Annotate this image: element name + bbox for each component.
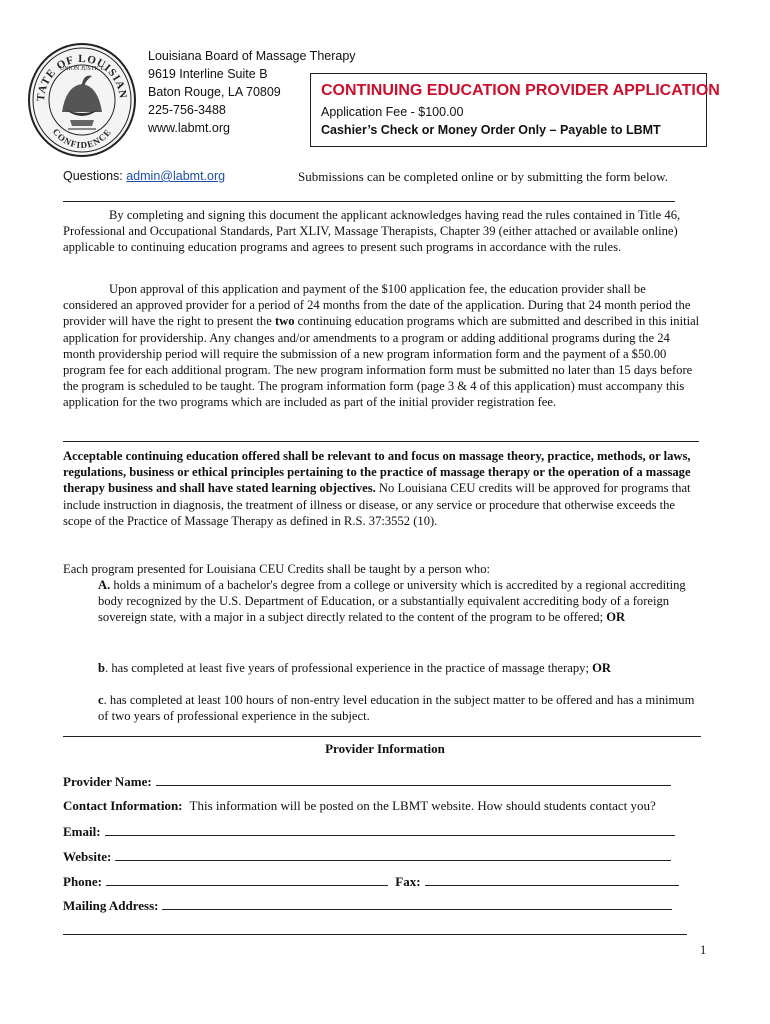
contact-info-label: Contact Information: (63, 798, 183, 813)
payment-instructions: Cashier’s Check or Money Order Only – Payable to LBMT (321, 123, 661, 137)
title-box (310, 73, 720, 147)
document-title: CONTINUING EDUCATION PROVIDER APPLICATION (321, 82, 720, 99)
page-number: 1 (700, 943, 707, 957)
instructor-lead: Each program presented for Louisiana CEU Credits shall be taught by a person who: (63, 562, 491, 576)
requirement-b (98, 660, 702, 676)
requirement-a (98, 577, 702, 626)
contact-info-text: This information will be posted on the LBMT website. How should students contact you? (186, 798, 656, 813)
requirement-a-or: OR (606, 610, 626, 625)
seal-bottom-text: CONFIDENCE (50, 126, 114, 151)
phone-label: Phone: (63, 874, 102, 889)
state-seal-icon (26, 40, 138, 158)
mailing-address-label: Mailing Address: (63, 898, 159, 913)
divider (63, 201, 675, 202)
submissions-note: Submissions can be completed online or by submitting the form below. (298, 169, 668, 184)
org-phone: 225-756-3488 (148, 103, 226, 117)
mailing-address-field[interactable] (162, 897, 672, 910)
requirement-c (98, 692, 702, 724)
requirement-c-label: c (98, 693, 104, 707)
fax-label: Fax: (395, 874, 421, 889)
mailing-address-line2-field[interactable] (63, 934, 687, 935)
provider-name-row (63, 773, 671, 790)
email-label: Email: (63, 824, 101, 839)
email-field[interactable] (105, 823, 675, 836)
divider (63, 736, 701, 737)
approval-text-a: Upon approval of this application and payment of the $100 application fee, the education provider shall be considered an approved provider for a period of 24 months from the date of the application. During that 24 month period the provider will have the right to present the (63, 282, 691, 329)
acceptable-education-paragraph (63, 448, 703, 529)
questions-label: Questions: (63, 169, 127, 183)
requirement-a-label: A. (98, 578, 111, 592)
requirement-b-text: . has completed at least five years of professional experience in the practice of massage therapy; (105, 661, 593, 675)
website-field[interactable] (115, 848, 671, 861)
approval-paragraph (63, 281, 703, 411)
seal-top-text: TATE OF LOUISIAN (34, 52, 130, 102)
acknowledgement-paragraph: By completing and signing this document the applicant acknowledges having read the rules contained in Title 46, Professional and Occupational Standards, Part XLIV, Massage Therapists, Chapter 39 (either attached or available online) applicable to continuing education programs and agrees to present such programs in accordance with the rules. (63, 208, 681, 255)
divider (63, 441, 699, 442)
requirement-a-text: holds a minimum of a bachelor's degree from a college or university which is accredited by a regional accrediting body recognized by the U.S. Department of Education, or a substantially equivalent accrediting body of a foreign sovereign state, with a major in a subject directly related to the content of the program to be offered; (98, 578, 686, 625)
org-address-line1: 9619 Interline Suite B (148, 67, 268, 81)
website-row (63, 848, 671, 865)
requirement-b-or: OR (592, 661, 612, 675)
application-fee: Application Fee - $100.00 (321, 105, 464, 119)
phone-field[interactable] (106, 873, 388, 886)
provider-name-label: Provider Name: (63, 774, 152, 789)
contact-info-row (63, 798, 656, 814)
org-website: www.labmt.org (148, 121, 230, 135)
questions-line (63, 169, 225, 183)
email-row (63, 823, 675, 840)
questions-email-link[interactable]: admin@labmt.org (126, 169, 226, 183)
org-address-line2: Baton Rouge, LA 70809 (148, 85, 281, 99)
approval-text-bold: two (274, 314, 295, 329)
seal-motto-text: UNION JUSTICE (59, 66, 105, 72)
requirement-c-text: . has completed at least 100 hours of non-entry level education in the subject matter to be offered and has a minimum of two years of professional experience in the subject. (98, 693, 695, 724)
requirement-b-label: b (98, 661, 106, 675)
provider-name-field[interactable] (156, 773, 671, 786)
phone-fax-row (63, 873, 679, 890)
fax-field[interactable] (425, 873, 679, 886)
website-label: Website: (63, 849, 112, 864)
approval-text-b: continuing education programs which are submitted and described in this initial application for providership. Any changes and/or amendments to a program or adding additional programs during the 24 month providership period will require the submission of a new program information form and the payment of a $50.00 program fee for each additional program. The new program information form must be submitted no later than 15 days before the program is scheduled to be taught. The program information form (page 3 & 4 of this application) must accompany this application for the two programs which are included as part of the initial provider registration fee. (63, 314, 700, 410)
acceptable-bold-text: Acceptable continuing education offered shall be relevant to and focus on massage theory, practice, methods, or laws, regulations, business or ethical principles pertaining to the practice of massage therapy or the operation of a massage therapy business and shall have stated learning objectives. (63, 449, 691, 496)
org-name: Louisiana Board of Massage Therapy (148, 49, 356, 63)
acceptable-rest-text: No Louisiana CEU credits will be approved for programs that include instruction in diagnosis, the treatment of illness or disease, or any service or procedure that otherwise exceeds the scope of the Practice of Massage Therapy as defined in R.S. 37:3552 (10). (63, 481, 691, 528)
provider-information-heading: Provider Information (325, 741, 445, 756)
mailing-address-row (63, 897, 672, 914)
